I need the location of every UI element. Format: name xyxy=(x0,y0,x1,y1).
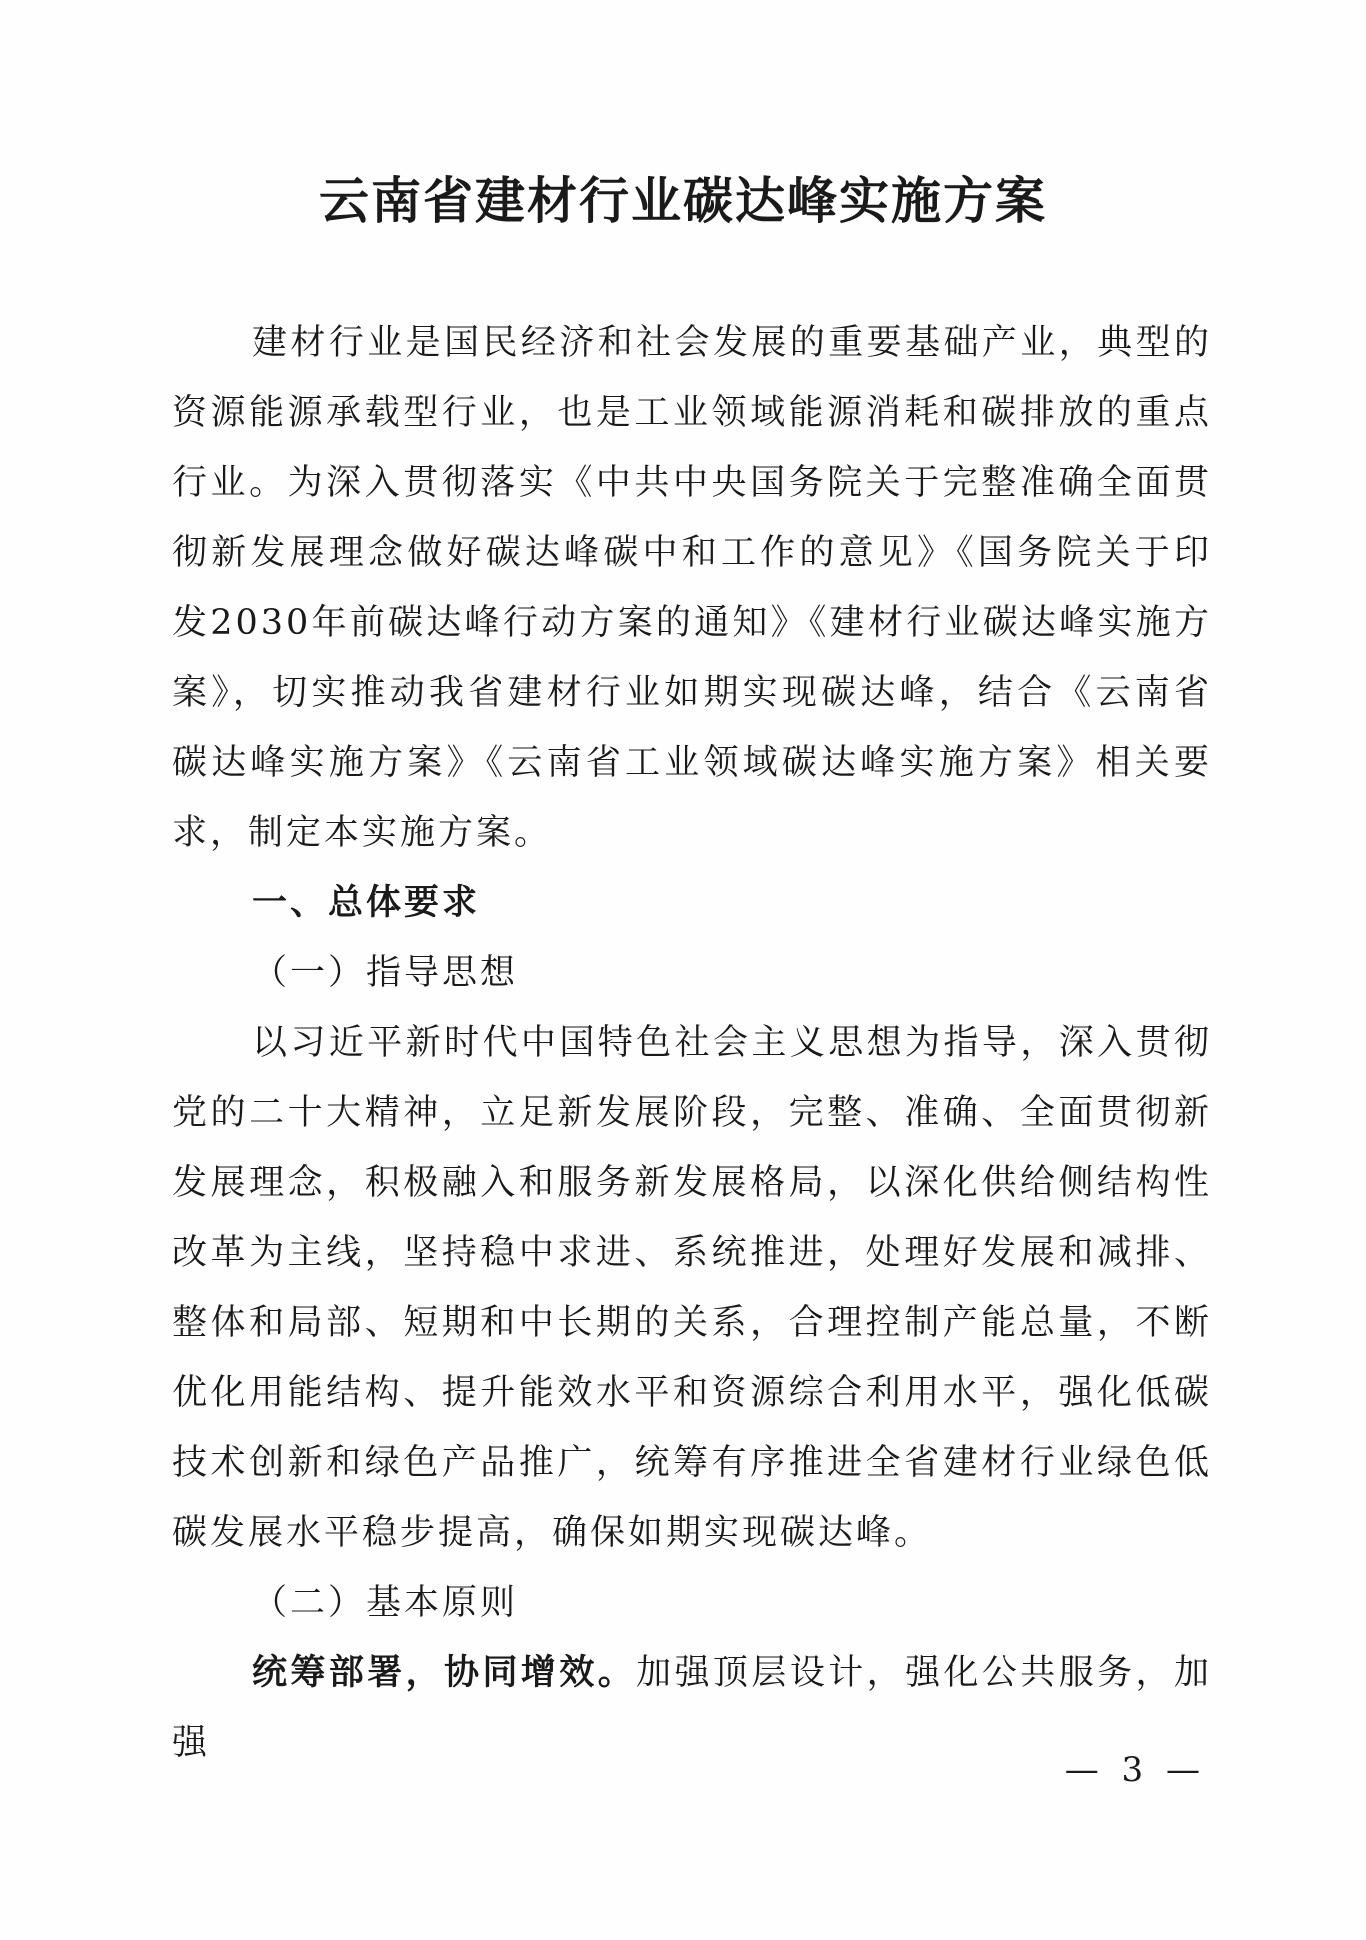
document-title: 云南省建材行业碳达峰实施方案 xyxy=(319,172,1047,230)
subsection-heading-guiding-ideology: （一）指导思想 xyxy=(252,953,519,993)
subsection-heading-basic-principles: （二）基本原则 xyxy=(252,1583,519,1623)
principle-lead: 统筹部署，协同增效。 xyxy=(252,1653,637,1693)
guiding-ideology-paragraph: 以习近平新时代中国特色社会主义思想为指导，深入贯彻党的二十大精神，立足新发展阶段，完整、准确、全面贯彻新发展理念，积极融入和服务新发展格局，以深化供给侧结构性改革为主线，坚持稳中求进、系统推进，处理好发展和减排、整体和局部、短期和中长期的关系，合理控制产能总量，不断优化用能结构、提升能效水平和资源综合利用水平，强化低碳技术创新和绿色产品推广，统筹有序推进全省建材行业绿色低碳发展水平稳步提高，确保如期实现碳达峰。 xyxy=(172,1023,1212,1553)
principle-text: 加强顶层设计，强化公共服务，加强 xyxy=(172,1653,1212,1763)
section-heading-overall-requirements: 一、总体要求 xyxy=(252,883,481,923)
principle-paragraph xyxy=(172,1638,1212,1778)
page-number: — 3 — xyxy=(1064,1750,1206,1790)
intro-paragraph: 建材行业是国民经济和社会发展的重要基础产业，典型的资源能源承载型行业，也是工业领域能源消耗和碳排放的重点行业。为深入贯彻落实《中共中央国务院关于完整准确全面贯彻新发展理念做好碳达峰碳中和工作的意见》《国务院关于印发2030年前碳达峰行动方案的通知》《建材行业碳达峰实施方案》，切实推动我省建材行业如期实现碳达峰，结合《云南省碳达峰实施方案》《云南省工业领域碳达峰实施方案》相关要求，制定本实施方案。 xyxy=(172,323,1212,853)
document-body xyxy=(172,308,1212,1778)
